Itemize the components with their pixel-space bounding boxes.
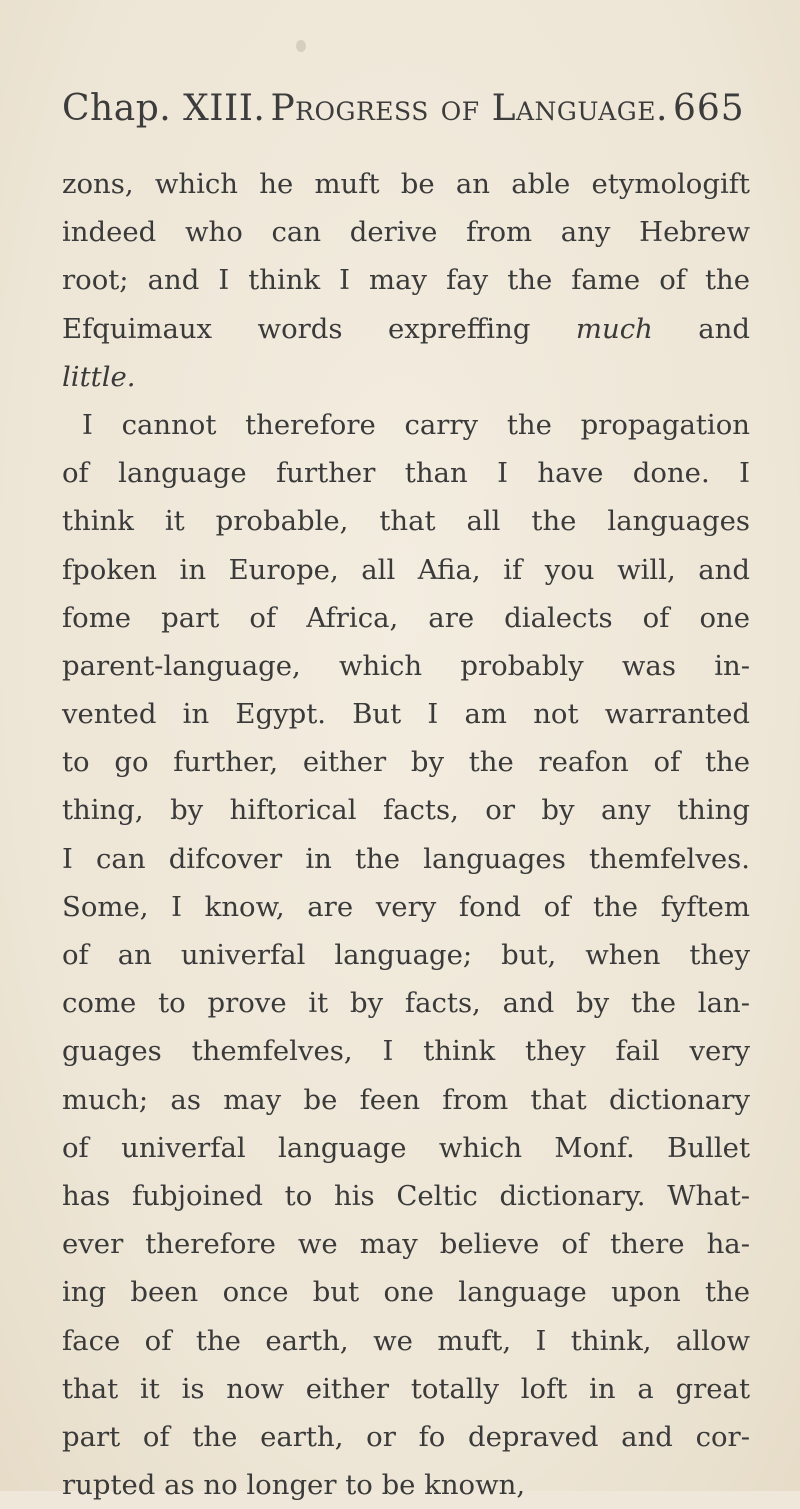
text-line: face of the earth, we muft, I think, allow <box>62 1324 750 1357</box>
text-line: much; as may be feen from that dictionary <box>62 1083 750 1116</box>
ink-smudge <box>296 40 306 52</box>
text-line: ing been once but one language upon the <box>62 1276 750 1309</box>
paragraph-start-line: I cannot therefore carry the propagation <box>82 408 750 441</box>
page-number: 665 <box>673 88 745 129</box>
text-line: has fubjoined to his Celtic dictionary. What- <box>62 1179 750 1212</box>
text-line: that it is now either totally loft in a great <box>62 1372 750 1405</box>
text-line: rupted as no longer to be known, <box>62 1469 526 1502</box>
chapter-label: Chap. XIII. <box>62 88 266 129</box>
text-line: I can difcover in the languages themfelves. <box>62 842 750 875</box>
body-text <box>62 160 750 1509</box>
text-line: zons, which he muft be an able etymologift <box>62 168 750 200</box>
text-line <box>62 353 750 401</box>
italic-word: little. <box>62 360 136 393</box>
text-line: of language further than I have done. I <box>62 457 750 490</box>
text-line: thing, by hiftorical facts, or by any thing <box>62 794 750 827</box>
text-segment: Efquimaux words expreffing <box>62 312 576 345</box>
running-header <box>62 88 782 138</box>
text-line <box>62 305 750 353</box>
text-line: of univerfal language which Monf. Bullet <box>62 1131 750 1164</box>
text-line: Some, I know, are very fond of the fyftem <box>62 890 750 923</box>
text-line: to go further, either by the reafon of the <box>62 746 750 779</box>
text-line: think it probable, that all the languages <box>62 505 750 538</box>
text-line: fpoken in Europe, all Afia, if you will, and <box>62 553 750 586</box>
text-line: vented in Egypt. But I am not warranted <box>62 698 750 731</box>
text-line: of an univerfal language; but, when they <box>62 939 750 971</box>
text-segment: and <box>652 312 750 345</box>
text-line: root; and I think I may fay the fame of the <box>62 264 750 297</box>
text-line: guages themfelves, I think they fail very <box>62 1035 750 1068</box>
running-title: Progress of Language. <box>270 88 668 129</box>
text-line: part of the earth, or fo depraved and cor- <box>62 1420 750 1453</box>
italic-word: much <box>575 312 653 345</box>
text-line: indeed who can derive from any Hebrew <box>62 216 750 249</box>
text-line: parent-language, which probably was in- <box>62 649 750 682</box>
text-line: ever therefore we may believe of there ha- <box>62 1228 750 1261</box>
text-line: fome part of Africa, are dialects of one <box>62 601 750 634</box>
text-line: come to prove it by facts, and by the lan- <box>62 987 750 1020</box>
